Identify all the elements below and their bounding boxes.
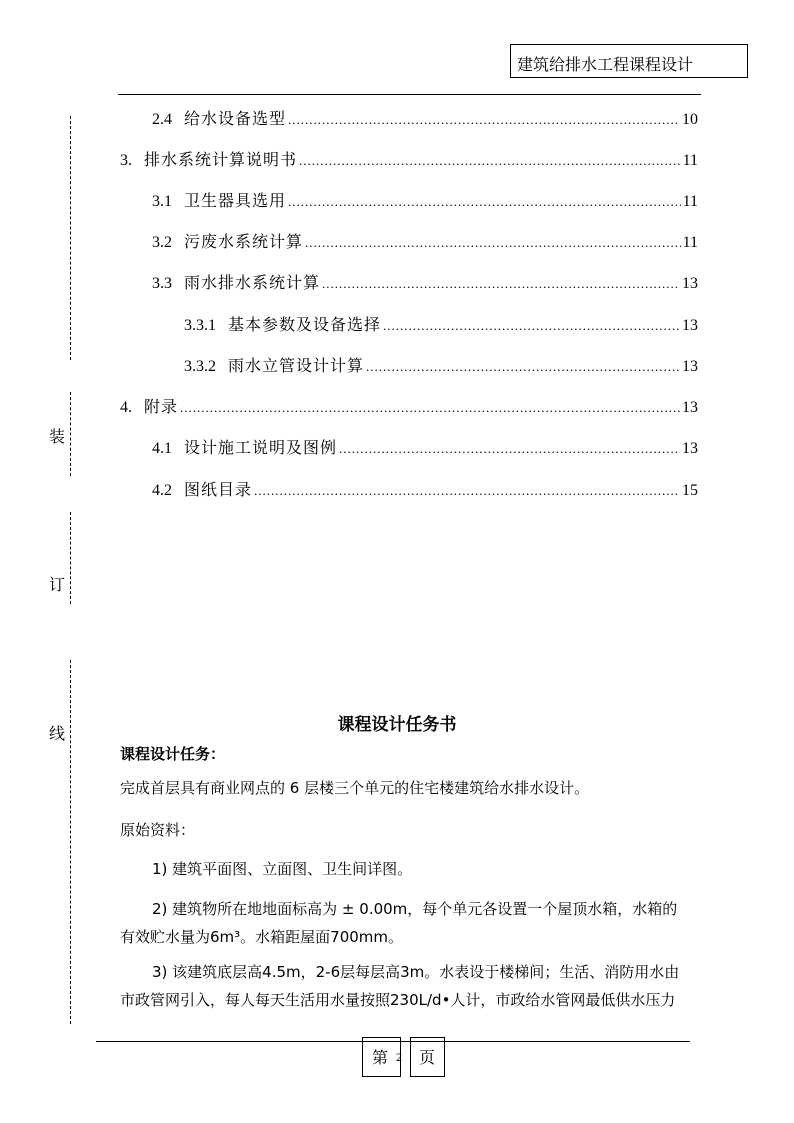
- toc-label: 给水设备选型: [184, 109, 287, 128]
- toc-number: 3.3: [152, 275, 172, 292]
- binding-dashed-line: [70, 392, 71, 476]
- toc-label: 排水系统计算说明书: [144, 150, 298, 169]
- toc-entry[interactable]: [152, 106, 698, 126]
- binding-char-xian: 线: [49, 724, 66, 743]
- toc-page: 13: [682, 275, 698, 292]
- toc-leader: [322, 276, 680, 294]
- section-title: 课程设计任务书: [337, 715, 457, 735]
- binding-char-zhuang: 装: [49, 427, 66, 446]
- toc-page: 13: [682, 440, 698, 457]
- toc-number: 3.1: [152, 193, 172, 210]
- toc-entry[interactable]: [152, 477, 698, 497]
- toc-number: 3.3.1: [184, 317, 216, 334]
- toc-number: 3.3.2: [184, 358, 216, 375]
- toc-label: 污废水系统计算: [184, 232, 304, 251]
- toc-entry[interactable]: [152, 270, 698, 290]
- toc-entry[interactable]: [120, 394, 698, 414]
- toc-label: 基本参数及设备选择: [228, 315, 382, 334]
- binding-dashed-line: [70, 116, 71, 360]
- footer-suffix-box: [410, 1037, 445, 1077]
- toc-number: 4.1: [152, 440, 172, 457]
- footer-page-number: 2: [396, 1050, 402, 1064]
- toc-entry[interactable]: [184, 353, 698, 373]
- binding-char-ding: 订: [49, 575, 66, 594]
- source-item-1: 1) 建筑平面图、立面图、卫生间详图。: [152, 860, 413, 878]
- source-item-3-line-1: 3) 该建筑底层高4.5m，2-6层每层高3m。水表设于楼梯间；生活、消防用水由: [152, 963, 680, 981]
- toc-number: 2.4: [152, 111, 172, 128]
- footer-suffix: 页: [419, 1048, 436, 1067]
- toc-entry[interactable]: [184, 312, 698, 332]
- header-rule: [118, 94, 701, 95]
- toc-entry[interactable]: [152, 188, 698, 208]
- toc-number: 4.: [120, 399, 132, 416]
- toc-number: 3.: [120, 152, 132, 169]
- toc-number: 4.2: [152, 482, 172, 499]
- toc-number: 3.2: [152, 234, 172, 251]
- toc-label: 雨水立管设计计算: [228, 356, 365, 375]
- toc-leader: [288, 112, 680, 130]
- toc-label: 雨水排水系统计算: [184, 273, 321, 292]
- toc-entry[interactable]: [152, 435, 698, 455]
- toc-leader: [305, 235, 681, 253]
- toc-leader: [366, 359, 680, 377]
- toc-leader: [180, 400, 680, 418]
- header-title: 建筑给排水工程课程设计: [510, 44, 748, 78]
- toc-page: 10: [682, 111, 698, 128]
- toc-leader: [288, 194, 681, 212]
- toc-entry[interactable]: [152, 229, 698, 249]
- source-item-3-line-2: 市政管网引入，每人每天生活用水量按照230L/d•人计，市政给水管网最低供水压力: [120, 991, 676, 1009]
- source-item-2-line-1: 2) 建筑物所在地地面标高为 ± 0.00m，每个单元各设置一个屋顶水箱，水箱的: [152, 900, 678, 918]
- toc-label: 附录: [144, 397, 179, 416]
- toc-page: 11: [682, 152, 698, 169]
- toc-leader: [339, 441, 680, 459]
- toc-leader: [299, 153, 681, 171]
- toc-leader: [254, 483, 680, 501]
- toc-page: 13: [682, 399, 698, 416]
- toc-entry[interactable]: [120, 147, 698, 167]
- toc-page: 11: [682, 193, 698, 210]
- toc-label: 图纸目录: [184, 480, 253, 499]
- source-heading: 原始资料：: [120, 821, 196, 839]
- toc-page: 15: [682, 482, 698, 499]
- toc-label: 设计施工说明及图例: [184, 438, 338, 457]
- toc-page: 13: [682, 317, 698, 334]
- toc-page: 13: [682, 358, 698, 375]
- toc-leader: [383, 318, 680, 336]
- source-item-2-line-2: 有效贮水量为6m³。水箱距屋面700mm。: [120, 928, 404, 946]
- task-heading: 课程设计任务：: [120, 745, 226, 763]
- toc-label: 卫生器具选用: [184, 191, 287, 210]
- binding-dashed-line: [70, 512, 71, 604]
- toc-page: 11: [682, 234, 698, 251]
- footer-prefix: 第: [372, 1048, 389, 1067]
- task-text: 完成首层具有商业网点的 6 层楼三个单元的住宅楼建筑给水排水设计。: [120, 779, 590, 797]
